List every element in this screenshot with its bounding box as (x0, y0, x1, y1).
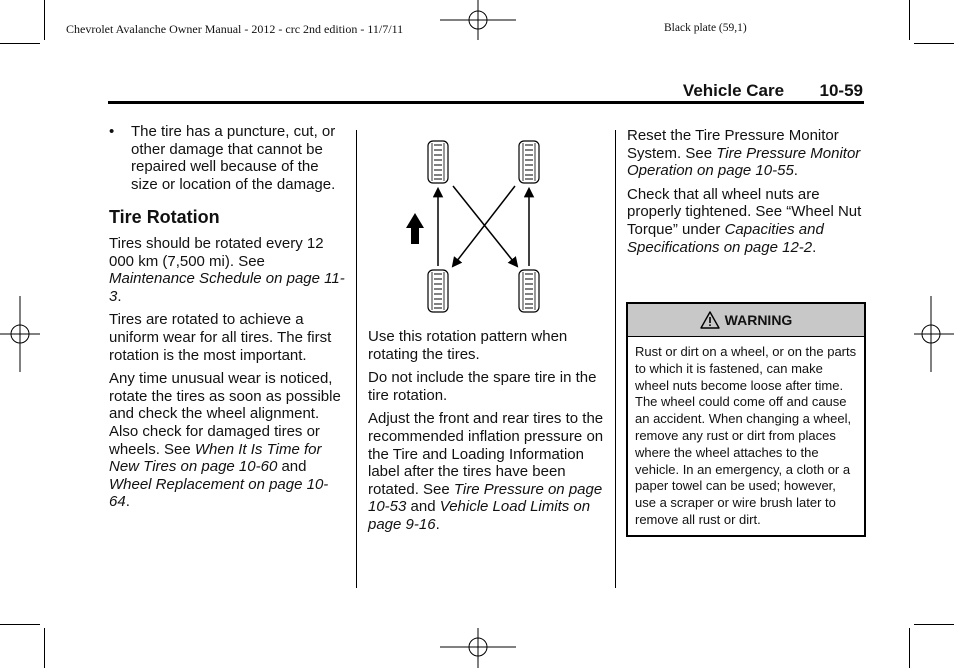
section-heading: Tire Rotation (109, 207, 220, 228)
paragraph: Adjust the front and rear tires to the recommended inflation pressure on the Tire and Loading Information label after the tires have been rotated. See Tire Pressure on page 10-53 and Vehicle Load Limits on page 9-16. (368, 410, 604, 533)
cross-reference-link[interactable]: Vehicle Load Limits on page 9-16 (368, 498, 591, 533)
warning-text: Rust or dirt on a wheel, or on the parts to which it is fastened, can make wheel nuts become loose after time. The wheel could come off and cause an accident. When changing a wheel, remove any rust or dirt from places where the wheel attaches to the vehicle. In an emergency, a cloth or a paper towel can be used; however, use a scraper or wire brush later to remove all rust or dirt. (635, 344, 857, 527)
crop-mark (44, 628, 45, 668)
paragraph: Any time unusual wear is noticed, rotate the tires as soon as possible and check the wheel alignment. Also check for damaged tires or wheels. See When It Is Time for New Tires on page 10-60 and Wheel Replacement on page 10-64. (109, 370, 341, 511)
header-rule (108, 101, 864, 104)
crop-mark (0, 624, 40, 625)
paragraph: Do not include the spare tire in the tire rotation. (368, 369, 597, 404)
warning-box (626, 302, 866, 537)
column-divider (356, 130, 357, 588)
registration-mark-top (440, 0, 516, 44)
paragraph: Reset the Tire Pressure Monitor System. See Tire Pressure Monitor Operation on page 10-55. (627, 127, 861, 180)
registration-mark-bottom (440, 628, 516, 668)
crop-mark (914, 43, 954, 44)
column-2 (368, 328, 608, 540)
cross-reference-link[interactable]: Tire Pressure Monitor Operation on page 10-55 (627, 144, 861, 180)
column-divider (615, 130, 616, 588)
page-number: 10-59 (819, 81, 863, 100)
cross-reference-link[interactable]: Maintenance Schedule on page 11-3 (109, 270, 345, 305)
registration-mark-left (0, 296, 44, 372)
paragraph: Use this rotation pattern when rotating the tires. (368, 328, 568, 363)
warning-title: WARNING (724, 312, 793, 328)
front-left-tire-icon (428, 141, 448, 183)
paragraph: Tires are rotated to achieve a uniform wear for all tires. The first rotation is the most important. (109, 311, 332, 364)
crop-mark (909, 628, 910, 668)
print-meta-right: Black plate (59,1) (664, 22, 747, 34)
section-title: Vehicle Care (682, 81, 785, 100)
crop-mark (44, 0, 45, 40)
running-header (683, 81, 863, 101)
column-1 (109, 123, 349, 517)
cross-reference-link[interactable]: Tire Pressure on page 10-53 (368, 480, 603, 516)
cross-reference-link[interactable]: When It Is Time for New Tires on page 10-60 (109, 440, 322, 476)
front-right-tire-icon (519, 141, 539, 183)
column-3 (627, 127, 863, 262)
list-item (109, 123, 349, 193)
registration-mark-right (910, 296, 954, 372)
tire-rotation-diagram (395, 136, 555, 316)
bullet-text: The tire has a puncture, cut, or other damage that cannot be repaired well because of the size or location of the damage. (131, 123, 336, 193)
warning-triangle-icon (700, 311, 720, 329)
crop-mark (914, 624, 954, 625)
cross-reference-link[interactable]: Capacities and Specifications on page 12-2 (627, 220, 824, 256)
cross-reference-link[interactable]: Wheel Replacement on page 10-64 (109, 475, 329, 511)
crop-mark (0, 43, 40, 44)
rear-right-tire-icon (519, 270, 539, 312)
bullet-dot: • (109, 123, 115, 140)
print-meta-left: Chevrolet Avalanche Owner Manual - 2012 - crc 2nd edition - 11/7/11 (66, 22, 404, 36)
rear-left-tire-icon (428, 270, 448, 312)
paragraph: Check that all wheel nuts are properly tightened. See “Wheel Nut Torque” under Capacities and Specifications on page 12-2. (627, 185, 862, 256)
front-direction-arrow-icon (406, 213, 424, 244)
warning-header (628, 304, 864, 337)
crop-mark (909, 0, 910, 40)
paragraph: Tires should be rotated every 12 000 km (7,500 mi). See Maintenance Schedule on page 11-3. (109, 234, 345, 305)
